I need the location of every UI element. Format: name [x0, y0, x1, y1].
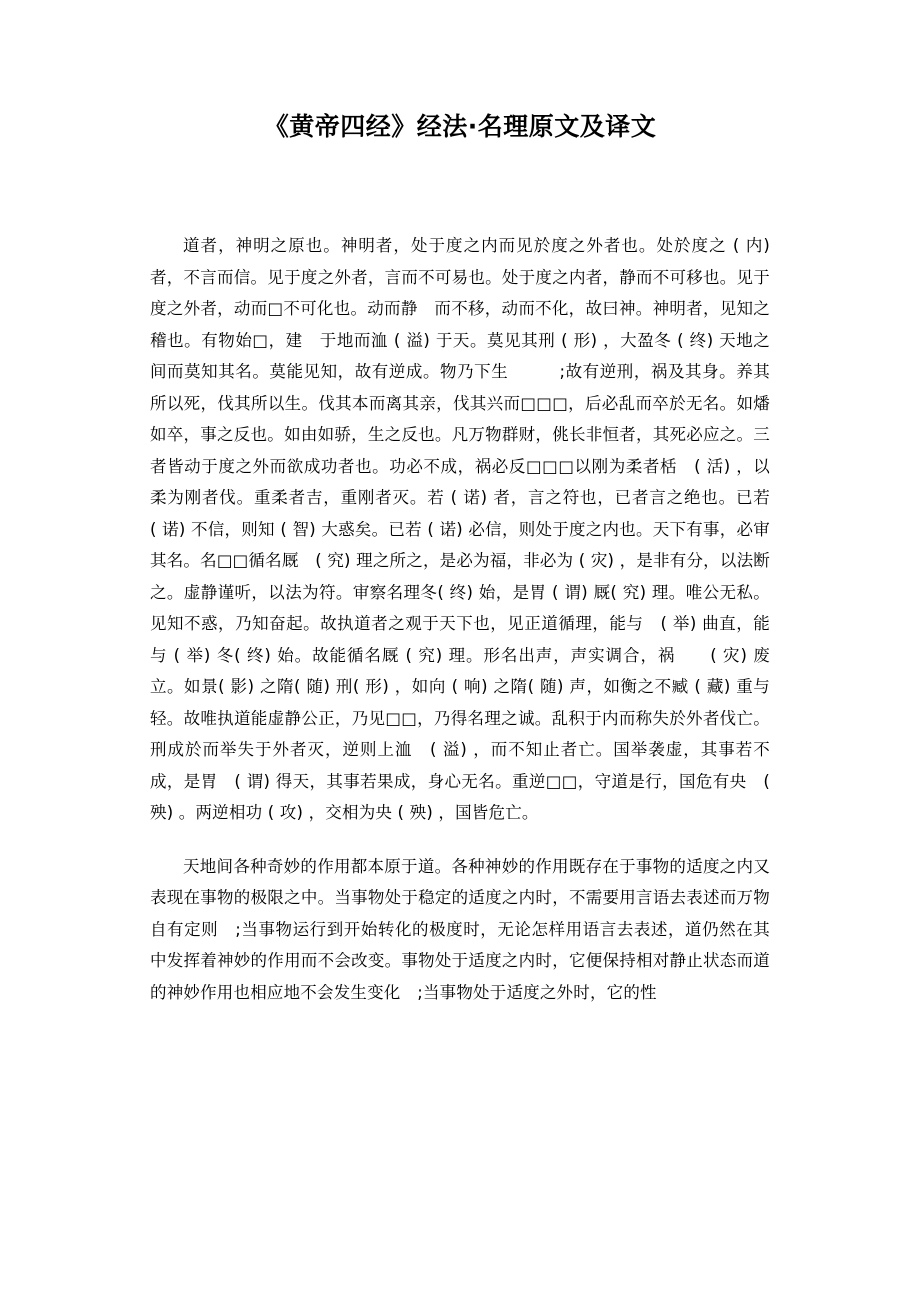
paragraph-translation-text: 天地间各种奇妙的作用都本原于道。各种神妙的作用既存在于事物的适度之内又表现在事物的极限之中。当事物处于稳定的适度之内时，不需要用言语去表述而万物自有定则 ;当事物运行到开始转化的极度时，无论怎样用语言去表述，道仍然在其中发挥着神妙的作用而不会改变。事物处于适度之内时，它便保持相对静止状态而道的神妙作用也相应地不会发生变化 ;当事物处于适度之外时，它的性 — [150, 856, 770, 1002]
page-title: 《黄帝四经》经法·名理原文及译文 — [263, 112, 657, 141]
paragraph-original-text: 道者，神明之原也。神明者，处于度之内而见於度之外者也。处於度之 ( 内) 者，不言而信。见于度之外者，言而不可易也。处于度之内者，静而不可移也。见于度之外者，动而□不可化也。动而静 而不移，动而不化，故曰神。神明者，见知之稽也。有物始□，建 于地而洫 ( 溢) 于天。莫见其刑 ( 形) ，大盈冬 ( 终) 天地之间而莫知其名。莫能见知，故有逆成。物乃下生 ;故有逆刑，祸及其身。养其所以死，伐其所以生。伐其本而离其亲，伐其兴而□□□，后必乱而卒於无名。如燔如卒，事之反也。如由如骄，生之反也。凡万物群财，佻长非恒者，其死必应之。三者皆动于度之外而欲成功者也。功必不成，祸必反□□□以刚为柔者栝 ( 活) ，以柔为刚者伐。重柔者吉，重刚者灭。若 ( 诺) 者，言之符也，已者言之绝也。已若 ( 诺) 不信，则知 ( 智) 大惑矣。已若 ( 诺) 必信，则处于度之内也。天下有事，必审其名。名□□循名厩 ( 究) 理之所之，是必为福，非必为 ( 灾) ，是非有分，以法断之。虚静谨听，以法为符。审察名理冬( 终) 始，是胃 ( 谓) 厩( 究) 理。唯公无私。见知不惑，乃知奋起。故执道者之观于天下也，见正道循理，能与 ( 举) 曲直，能与 ( 举) 冬( 终) 始。故能循名厩 ( 究) 理。形名出声，声实调合，祸 ( 灾) 废立。如景( 影) 之隋( 随) 刑( 形) ，如向 ( 响) 之隋( 随) 声，如衡之不臧 ( 藏) 重与轻。故唯执道能虚静公正，乃见□□，乃得名理之诚。乱积于内而称失於外者伐亡。刑成於而举失于外者灭，逆则上洫 ( 溢) ，而不知止者亡。国举袭虚，其事若不成，是胃 ( 谓) 得天，其事若果成，身心无名。重逆□□，守道是行，国危有央 ( 殃) 。两逆相功 ( 攻) ，交相为央 ( 殃) ，国皆危亡。 — [150, 236, 787, 822]
document-body — [150, 142, 787, 1008]
